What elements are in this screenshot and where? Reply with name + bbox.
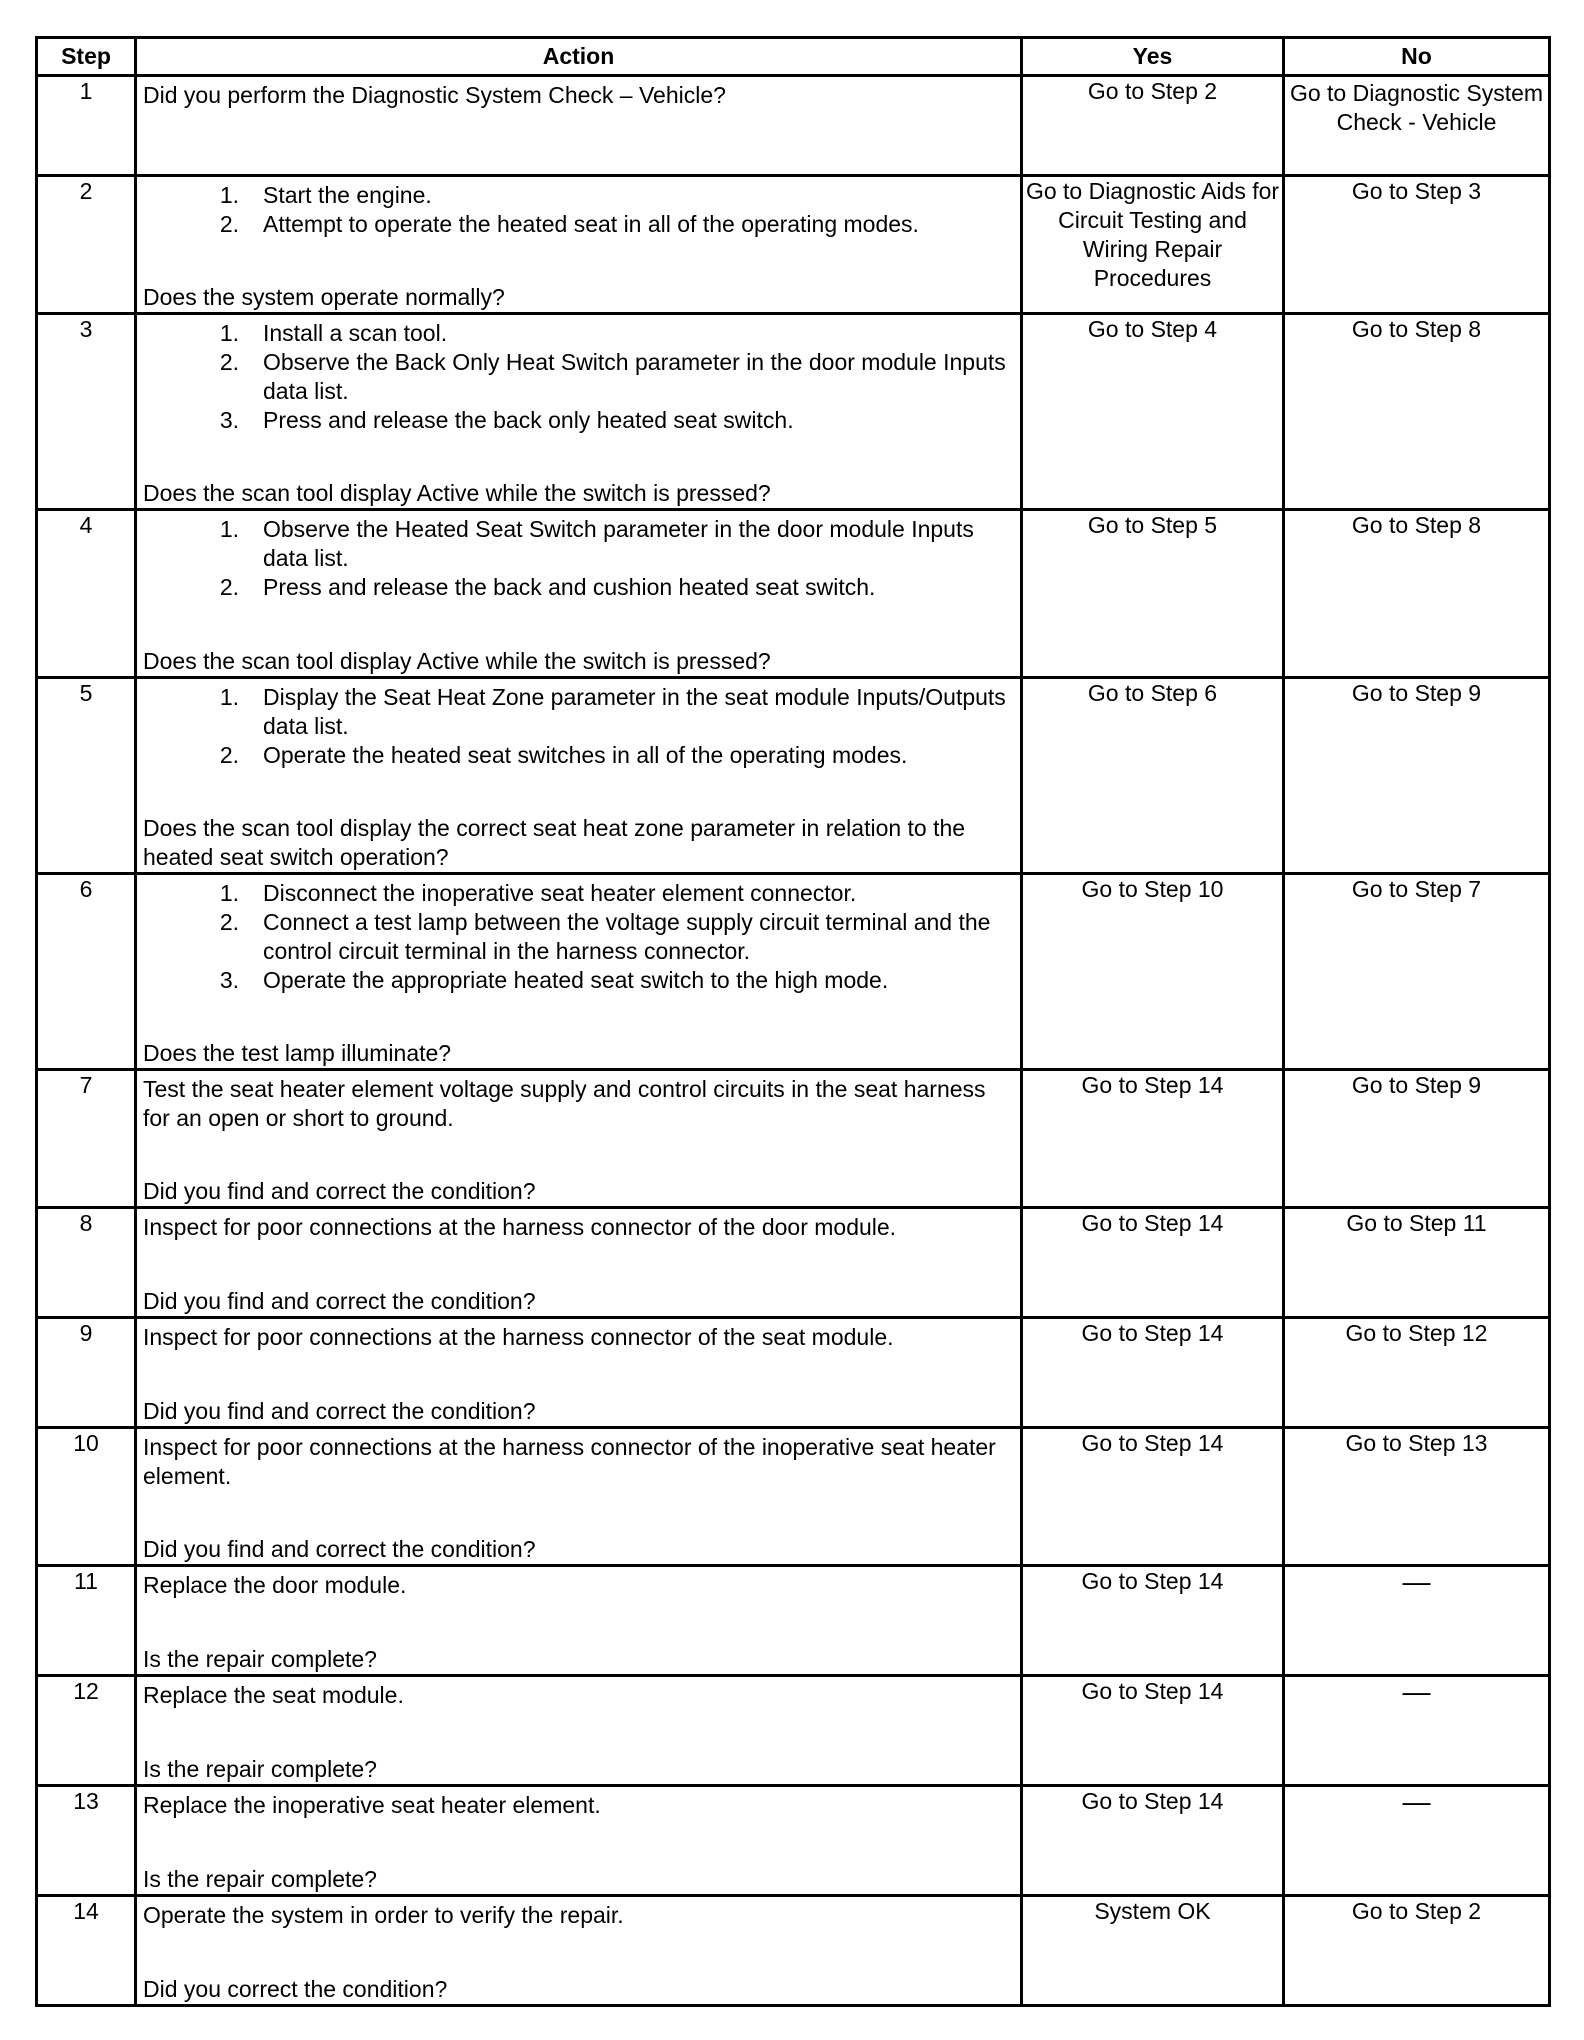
- action-cell: [136, 1676, 1022, 1786]
- action-cell: [136, 314, 1022, 510]
- action-question: Did you correct the condition?: [143, 1976, 448, 2002]
- list-item-number: 2.: [219, 211, 239, 237]
- step-number: 14: [37, 1896, 136, 2006]
- yes-action: Go to Step 10: [1081, 876, 1224, 902]
- no-action: Go to Step 11: [1346, 1210, 1487, 1236]
- table-body: [37, 76, 1550, 2006]
- action-question: Is the repair complete?: [143, 1866, 377, 1892]
- action-question: Did you find and correct the condition?: [143, 1536, 536, 1562]
- step-number: 3: [37, 314, 136, 510]
- list-item-text: Press and release the back only heated seat switch.: [263, 407, 794, 433]
- yes-action: Go to Diagnostic Aids for Circuit Testing and Wiring Repair Procedures: [1025, 178, 1280, 291]
- action-cell: [136, 874, 1022, 1070]
- step-number: 4: [37, 510, 136, 678]
- list-item: [143, 908, 1014, 966]
- list-item-number: 3.: [219, 407, 239, 433]
- action-cell: [136, 1566, 1022, 1676]
- list-item: [143, 210, 1014, 239]
- table-row: [37, 1318, 1550, 1428]
- table-row: [37, 1566, 1550, 1676]
- action-question: Did you find and correct the condition?: [143, 1288, 536, 1314]
- header-yes: Yes: [1022, 38, 1284, 76]
- step-number: 1: [37, 76, 136, 176]
- action-steps-list: [143, 181, 1014, 239]
- action-question: Did you find and correct the condition?: [143, 1398, 536, 1424]
- action-text: Replace the seat module.: [143, 1682, 404, 1708]
- table-row: [37, 314, 1550, 510]
- yes-cell: [1022, 1208, 1284, 1318]
- action-cell: [136, 1318, 1022, 1428]
- yes-action: Go to Step 14: [1081, 1568, 1224, 1594]
- list-item: [143, 406, 1014, 435]
- list-item-text: Press and release the back and cushion heated seat switch.: [263, 574, 876, 600]
- action-question: Does the test lamp illuminate?: [143, 1040, 452, 1066]
- no-cell: [1284, 1566, 1550, 1676]
- action-cell: [136, 1786, 1022, 1896]
- action-text: Did you perform the Diagnostic System Check – Vehicle?: [143, 82, 726, 108]
- yes-cell: [1022, 1070, 1284, 1208]
- no-action: Go to Step 9: [1351, 1072, 1482, 1098]
- step-number: 13: [37, 1786, 136, 1896]
- yes-cell: [1022, 1786, 1284, 1896]
- list-item: [143, 573, 1014, 602]
- list-item-number: 2.: [219, 349, 239, 375]
- yes-cell: [1022, 1676, 1284, 1786]
- list-item: [143, 683, 1014, 741]
- table-row: [37, 1896, 1550, 2006]
- yes-cell: [1022, 76, 1284, 176]
- yes-action: Go to Step 14: [1081, 1788, 1224, 1814]
- action-cell: [136, 176, 1022, 314]
- list-item-number: 2.: [219, 742, 239, 768]
- table-row: [37, 510, 1550, 678]
- list-item: [143, 741, 1014, 770]
- action-cell: [136, 510, 1022, 678]
- action-cell: [136, 76, 1022, 176]
- no-action: Go to Step 8: [1351, 316, 1482, 342]
- yes-action: Go to Step 2: [1087, 78, 1218, 104]
- list-item-text: Operate the heated seat switches in all of the operating modes.: [263, 742, 908, 768]
- table-row: [37, 874, 1550, 1070]
- no-cell: [1284, 510, 1550, 678]
- no-action: Go to Step 8: [1351, 512, 1482, 538]
- yes-cell: [1022, 1566, 1284, 1676]
- list-item-number: 1.: [219, 516, 239, 542]
- no-action: Go to Step 13: [1345, 1430, 1488, 1456]
- table-row: [37, 1676, 1550, 1786]
- yes-cell: [1022, 1428, 1284, 1566]
- list-item: [143, 966, 1014, 995]
- step-number: 5: [37, 678, 136, 874]
- list-item-text: Disconnect the inoperative seat heater element connector.: [263, 880, 857, 906]
- action-text: Inspect for poor connections at the harness connector of the inoperative seat heater element.: [143, 1434, 996, 1489]
- no-cell: [1284, 1318, 1550, 1428]
- list-item-text: Start the engine.: [263, 182, 432, 208]
- action-text: Test the seat heater element voltage supply and control circuits in the seat harness for an open or short to ground.: [143, 1076, 986, 1131]
- table-row: [37, 176, 1550, 314]
- action-question: Did you find and correct the condition?: [143, 1178, 536, 1204]
- no-action: Go to Step 12: [1345, 1320, 1488, 1346]
- action-text: Inspect for poor connections at the harness connector of the door module.: [143, 1214, 897, 1240]
- list-item: [143, 348, 1014, 406]
- list-item-number: 1.: [219, 880, 239, 906]
- action-cell: [136, 1070, 1022, 1208]
- list-item-text: Display the Seat Heat Zone parameter in the seat module Inputs/Outputs data list.: [263, 684, 1006, 739]
- no-action: Go to Step 3: [1351, 178, 1482, 204]
- no-cell: [1284, 1896, 1550, 2006]
- list-item: [143, 515, 1014, 573]
- list-item-number: 1.: [219, 684, 239, 710]
- no-action: Go to Diagnostic System Check - Vehicle: [1289, 80, 1544, 135]
- list-item-text: Operate the appropriate heated seat switch to the high mode.: [263, 967, 889, 993]
- no-cell: [1284, 1428, 1550, 1566]
- table-row: [37, 678, 1550, 874]
- diagnostic-table: [35, 36, 1551, 2007]
- step-number: 12: [37, 1676, 136, 1786]
- yes-action: Go to Step 14: [1081, 1072, 1224, 1098]
- list-item-text: Observe the Back Only Heat Switch parameter in the door module Inputs data list.: [263, 349, 1006, 404]
- step-number: 10: [37, 1428, 136, 1566]
- yes-action: Go to Step 4: [1087, 316, 1218, 342]
- no-cell: [1284, 1070, 1550, 1208]
- step-number: 11: [37, 1566, 136, 1676]
- header-step: Step: [37, 38, 136, 76]
- step-number: 8: [37, 1208, 136, 1318]
- list-item-number: 1.: [219, 320, 239, 346]
- list-item: [143, 879, 1014, 908]
- action-cell: [136, 1428, 1022, 1566]
- action-question: Does the system operate normally?: [143, 284, 505, 310]
- action-question: Does the scan tool display Active while the switch is pressed?: [143, 480, 771, 506]
- table-row: [37, 76, 1550, 176]
- action-text: Replace the door module.: [143, 1572, 407, 1598]
- table-row: [37, 1070, 1550, 1208]
- no-cell: [1284, 76, 1550, 176]
- table-row: [37, 1428, 1550, 1566]
- action-cell: [136, 1896, 1022, 2006]
- no-action: Go to Step 2: [1351, 1898, 1482, 1924]
- yes-action: Go to Step 14: [1081, 1320, 1224, 1346]
- action-steps-list: [143, 515, 1014, 602]
- yes-action: System OK: [1094, 1898, 1211, 1924]
- yes-action: Go to Step 5: [1087, 512, 1218, 538]
- no-action: Go to Step 7: [1351, 876, 1482, 902]
- no-action: —: [1402, 1566, 1431, 1597]
- list-item-text: Connect a test lamp between the voltage supply circuit terminal and the control circuit terminal in the harness connector.: [263, 909, 991, 964]
- no-action: —: [1402, 1676, 1431, 1707]
- yes-cell: [1022, 176, 1284, 314]
- yes-cell: [1022, 874, 1284, 1070]
- list-item-number: 2.: [219, 574, 239, 600]
- step-number: 6: [37, 874, 136, 1070]
- action-cell: [136, 1208, 1022, 1318]
- yes-cell: [1022, 510, 1284, 678]
- list-item-number: 2.: [219, 909, 239, 935]
- action-steps-list: [143, 319, 1014, 435]
- list-item: [143, 319, 1014, 348]
- yes-action: Go to Step 14: [1081, 1678, 1224, 1704]
- list-item-number: 1.: [219, 182, 239, 208]
- action-text: Inspect for poor connections at the harness connector of the seat module.: [143, 1324, 894, 1350]
- list-item: [143, 181, 1014, 210]
- table-row: [37, 1208, 1550, 1318]
- step-number: 2: [37, 176, 136, 314]
- action-text: Replace the inoperative seat heater element.: [143, 1792, 601, 1818]
- no-cell: [1284, 1786, 1550, 1896]
- list-item-text: Observe the Heated Seat Switch parameter in the door module Inputs data list.: [263, 516, 974, 571]
- no-cell: [1284, 314, 1550, 510]
- action-text: Operate the system in order to verify the repair.: [143, 1902, 624, 1928]
- step-number: 7: [37, 1070, 136, 1208]
- list-item-number: 3.: [219, 967, 239, 993]
- no-action: Go to Step 9: [1351, 680, 1482, 706]
- yes-cell: [1022, 1318, 1284, 1428]
- header-row: [37, 38, 1550, 76]
- action-question: Does the scan tool display Active while the switch is pressed?: [143, 648, 771, 674]
- yes-cell: [1022, 678, 1284, 874]
- list-item-text: Install a scan tool.: [263, 320, 448, 346]
- list-item-text: Attempt to operate the heated seat in all of the operating modes.: [263, 211, 919, 237]
- action-cell: [136, 678, 1022, 874]
- action-steps-list: [143, 683, 1014, 770]
- table-row: [37, 1786, 1550, 1896]
- yes-action: Go to Step 14: [1081, 1430, 1224, 1456]
- action-steps-list: [143, 879, 1014, 995]
- step-number: 9: [37, 1318, 136, 1428]
- no-cell: [1284, 176, 1550, 314]
- yes-cell: [1022, 1896, 1284, 2006]
- no-action: —: [1402, 1786, 1431, 1817]
- action-question: Is the repair complete?: [143, 1646, 377, 1672]
- yes-cell: [1022, 314, 1284, 510]
- no-cell: [1284, 1676, 1550, 1786]
- action-question: Is the repair complete?: [143, 1756, 377, 1782]
- yes-action: Go to Step 6: [1087, 680, 1218, 706]
- no-cell: [1284, 1208, 1550, 1318]
- action-question: Does the scan tool display the correct seat heat zone parameter in relation to the heated seat switch operation?: [143, 815, 966, 870]
- no-cell: [1284, 678, 1550, 874]
- header-action: Action: [136, 38, 1022, 76]
- yes-action: Go to Step 14: [1081, 1210, 1224, 1236]
- header-no: No: [1284, 38, 1550, 76]
- no-cell: [1284, 874, 1550, 1070]
